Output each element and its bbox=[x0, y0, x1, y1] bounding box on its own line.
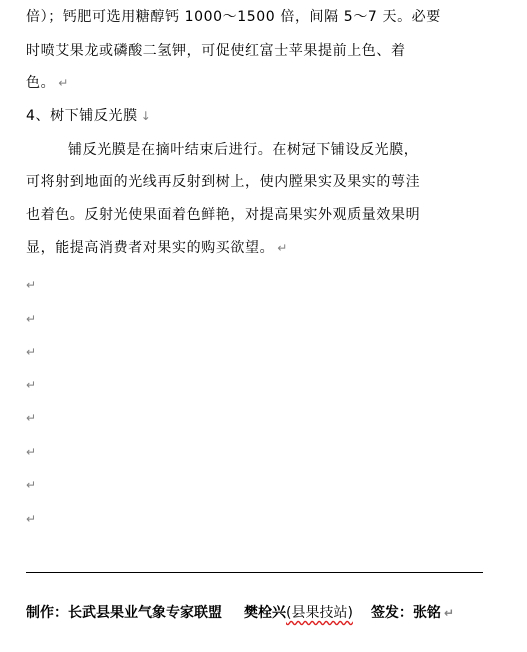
paragraph-mark: ↵ bbox=[443, 606, 454, 620]
footer-divider bbox=[26, 572, 483, 573]
empty-paragraph-mark: ↵ bbox=[26, 278, 37, 292]
text-line: 倍）；钙肥可选用糖醇钙 1000～1500 倍，间隔 5～7 天。必要 bbox=[26, 9, 441, 25]
paragraph-mark: ↵ bbox=[58, 76, 69, 90]
text-line: 时喷艾果龙或磷酸二氢钾，可促使红富士苹果提前上色、着 bbox=[26, 43, 406, 59]
empty-paragraph-mark: ↵ bbox=[26, 512, 37, 526]
text-line: 色。 ↵ bbox=[26, 75, 69, 91]
empty-paragraph-mark: ↵ bbox=[26, 345, 37, 359]
section-heading: 4、树下铺反光膜 ↓ bbox=[26, 108, 152, 124]
issuer-label: 签发： bbox=[370, 605, 413, 621]
empty-paragraph-mark: ↵ bbox=[26, 445, 37, 459]
empty-paragraph-mark: ↵ bbox=[26, 478, 37, 492]
body-line: 铺反光膜是在摘叶结束后进行。在树冠下铺设反光膜， bbox=[68, 142, 419, 158]
producer-label: 制作： bbox=[26, 605, 68, 621]
empty-paragraph-mark: ↵ bbox=[26, 411, 37, 425]
paragraph-mark: ↵ bbox=[277, 241, 288, 255]
body-line: 显，能提高消费者对果实的购买欲望。 ↵ bbox=[26, 240, 288, 256]
author-name: 樊栓兴 bbox=[244, 605, 286, 621]
body-line: 可将射到地面的光线再反射到树上，使内膛果实及果实的萼洼 bbox=[26, 174, 421, 190]
line-break-mark: ↓ bbox=[140, 109, 152, 123]
footer-credits bbox=[26, 604, 506, 622]
body-line: 也着色。反射光使果面着色鲜艳，对提高果实外观质量效果明 bbox=[26, 207, 421, 223]
empty-paragraph-mark: ↵ bbox=[26, 378, 37, 392]
empty-paragraph-mark: ↵ bbox=[26, 312, 37, 326]
issuer-name: 张铭 bbox=[412, 605, 441, 621]
author-station: (县果技站) bbox=[286, 605, 353, 621]
producer-name: 长武县果业气象专家联盟 bbox=[68, 605, 222, 621]
